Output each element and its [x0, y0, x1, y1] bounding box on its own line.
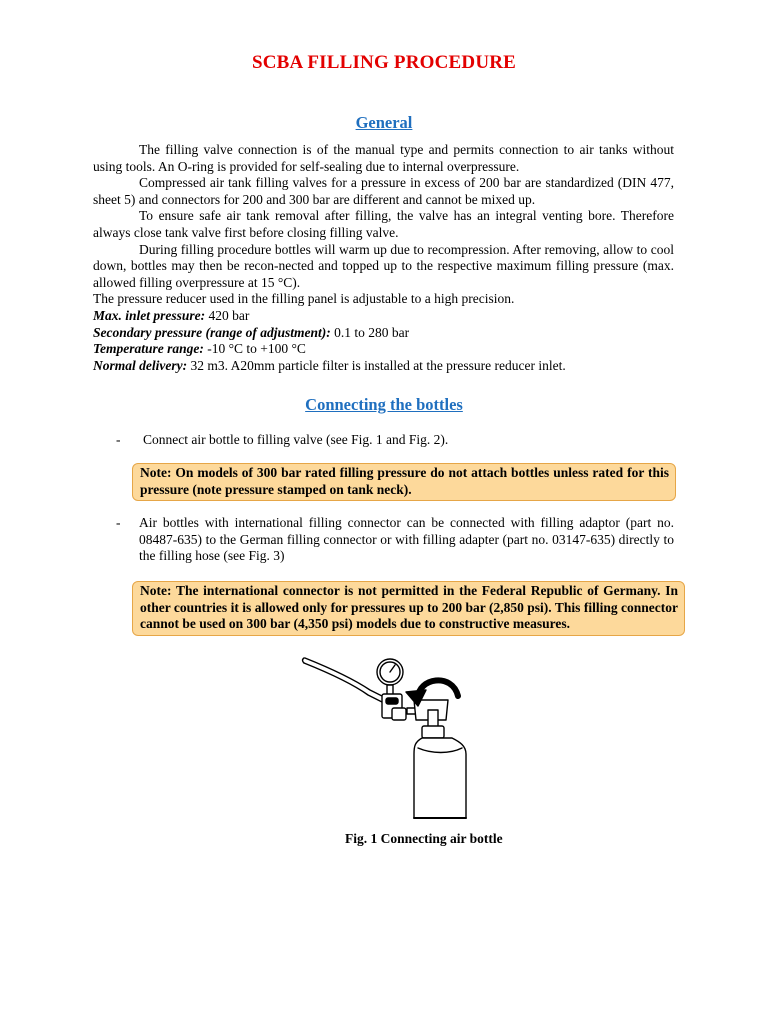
spec-value: 0.1 to 280 bar	[330, 324, 410, 340]
spec-value: -10 °C to +100 °C	[203, 341, 306, 357]
spec-value: 420 bar	[205, 307, 250, 323]
general-paragraph-3: To ensure safe air tank removal after filling, the valve has an integral venting bore. Therefore always close tank valve first before closing filling valve.	[93, 208, 674, 240]
spec-temperature-range	[93, 341, 674, 358]
spec-label: Secondary pressure (range of adjustment):	[93, 324, 331, 340]
note-box-300-bar: Note: On models of 300 bar rated filling pressure do not attach bottles unless rated for this pressure (note pressure stamped on tank neck).	[132, 463, 676, 501]
general-paragraph-2: Compressed air tank filling valves for a pressure in excess of 200 bar are standardized (DIN 477, sheet 5) and connectors for 200 and 300 bar are different and cannot be mixed up.	[93, 175, 674, 207]
section-heading-connecting: Connecting the bottles	[305, 395, 463, 414]
general-paragraph-5: The pressure reducer used in the filling panel is adjustable to a high precision.	[93, 291, 515, 307]
general-section	[93, 142, 674, 374]
air-bottle-illustration	[300, 650, 470, 822]
spec-label: Temperature range:	[93, 341, 204, 357]
spec-label: Max. inlet pressure:	[93, 307, 206, 323]
spec-secondary-pressure	[93, 325, 674, 342]
note-box-international-connector: Note: The international connector is not permitted in the Federal Republic of Germany. In other countries it is allowed only for pressures up to 200 bar (2,850 psi). This filling connector cannot be used on 300 bar (4,350 psi) models due to constructive measures.	[132, 581, 685, 636]
document-title: SCBA FILLING PROCEDURE	[251, 52, 517, 73]
bullet-item-1: Connect air bottle to filling valve (see Fig. 1 and Fig. 2).	[143, 432, 449, 447]
bullet-item-2: Air bottles with international filling connector can be connected with filling adaptor (part no. 08487-635) to the German filling connector or with filling adapter (part no. 03147-635) directly to the filling hose (see Fig. 3)	[139, 515, 674, 564]
bullet-marker: -	[116, 515, 121, 530]
bullet-marker: -	[116, 432, 121, 447]
air-bottle-figure	[300, 650, 470, 822]
general-paragraph-1: The filling valve connection is of the manual type and permits connection to air tanks without using tools. An O-ring is provided for self-sealing due to internal overpressure.	[93, 142, 674, 174]
spec-value: 32 m3. A20mm particle filter is installed at the pressure reducer inlet.	[187, 357, 566, 373]
spec-label: Normal delivery:	[93, 357, 188, 373]
figure-caption: Fig. 1 Connecting air bottle	[345, 831, 503, 846]
spec-max-inlet-pressure	[93, 308, 674, 325]
spec-normal-delivery	[93, 358, 674, 375]
general-paragraph-4: During filling procedure bottles will warm up due to recompression. After removing, allow to cool down, bottles may then be recon-nected and topped up to the respective maximum filling pressure (max. allowed filling overpressure at 15 °C).	[93, 241, 674, 290]
section-heading-general: General	[355, 113, 413, 132]
